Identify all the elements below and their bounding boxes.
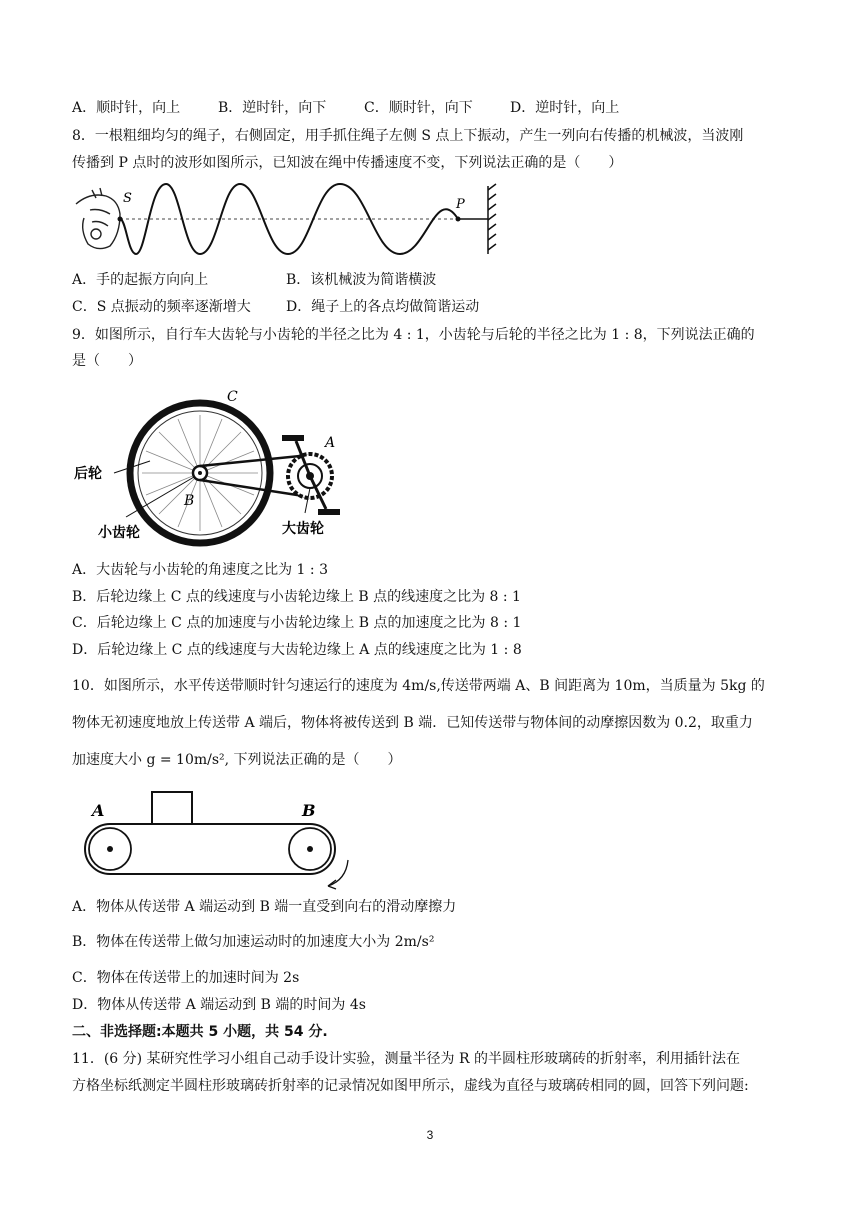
q11-stem-line1: 11．(6 分) 某研究性学习小组自己动手设计实验，测量半径为 R 的半圆柱形玻璃砖的折射率，利用插针法在 <box>72 1051 740 1067</box>
label-c: C <box>227 389 238 405</box>
q9-option-b: B．后轮边缘上 C 点的线速度与小齿轮边缘上 B 点的线速度之比为 8 : 1 <box>72 589 521 605</box>
q8-option-d: D．绳子上的各点均做简谐运动 <box>286 299 480 315</box>
q8-wave-figure <box>70 180 500 260</box>
q10-stem-line3: 加速度大小 g = 10m/s², 下列说法正确的是（ ） <box>72 752 402 768</box>
label-b: B <box>302 801 316 820</box>
q10-option-d: D．物体从传送带 A 端运动到 B 端的时间为 4s <box>72 997 366 1013</box>
q10-option-c: C．物体在传送带上的加速时间为 2s <box>72 970 300 986</box>
section-heading: 二、非选择题:本题共 5 小题，共 54 分. <box>72 1024 328 1040</box>
q8-stem-line2: 传播到 P 点时的波形如图所示，已知波在绳中传播速度不变，下列说法正确的是（ ） <box>72 155 623 171</box>
page-number: 3 <box>426 1128 434 1142</box>
q8-option-a: A．手的起振方向向上 <box>72 272 209 288</box>
q7-option-d: D．逆时针，向上 <box>510 100 620 116</box>
q7-options <box>72 98 619 118</box>
q9-option-d: D．后轮边缘上 C 点的线速度与大齿轮边缘上 A 点的线速度之比为 1 : 8 <box>72 642 522 658</box>
small-sprocket-hub <box>198 471 202 475</box>
fixed-wall <box>488 184 496 254</box>
q8-option-c: C．S 点振动的频率逐渐增大 <box>72 299 251 315</box>
q7-option-c: C．顺时针，向下 <box>364 100 473 116</box>
q7-option-a: A．顺时针，向上 <box>72 100 181 116</box>
q8-stem-line1: 8．一根粗细均匀的绳子，右侧固定，用手抓住绳子左侧 S 点上下振动，产生一列向右传播的机械波，当波刚 <box>72 128 744 144</box>
label-a: A <box>325 435 336 451</box>
q8-option-b: B．该机械波为简谐横波 <box>286 272 437 288</box>
pedal-top <box>282 435 304 441</box>
label-s: S <box>123 191 132 206</box>
pedal-bottom <box>318 509 340 515</box>
label-b: B <box>184 493 195 509</box>
q11-stem-line2: 方格坐标纸测定半圆柱形玻璃砖折射率的记录情况如图甲所示，虚线为直径与玻璃砖相同的圆，回答下列问题: <box>72 1078 749 1094</box>
q9-option-a: A．大齿轮与小齿轮的角速度之比为 1 : 3 <box>72 562 328 578</box>
block <box>152 792 192 824</box>
q7-option-b: B．逆时针，向下 <box>218 100 327 116</box>
label-big-sprocket: 大齿轮 <box>282 521 324 537</box>
q9-stem-line1: 9．如图所示，自行车大齿轮与小齿轮的半径之比为 4 : 1，小齿轮与后轮的半径之比为 1 : 8，下列说法正确的 <box>72 327 755 343</box>
q8-options-row2 <box>72 297 479 317</box>
q10-stem-line1: 10．如图所示，水平传送带顺时针匀速运行的速度为 4m/s,传送带两端 A、B 间距离为 10m，当质量为 5kg 的 <box>72 678 765 694</box>
q10-option-a: A．物体从传送带 A 端运动到 B 端一直受到向右的滑动摩擦力 <box>72 899 457 915</box>
q8-options-row1 <box>72 270 436 290</box>
label-p: P <box>456 197 465 212</box>
point-s-dot <box>118 217 123 222</box>
hand-figure <box>76 188 120 249</box>
q9-option-c: C．后轮边缘上 C 点的加速度与小齿轮边缘上 B 点的加速度之比为 8 : 1 <box>72 615 522 631</box>
q10-stem-line2: 物体无初速度地放上传送带 A 端后，物体将被传送到 B 端．已知传送带与物体间的动摩擦因数为 0.2，取重力 <box>72 715 753 731</box>
q10-option-b: B．物体在传送带上做匀加速运动时的加速度大小为 2m/s² <box>72 934 435 950</box>
right-axle <box>307 846 313 852</box>
left-axle <box>107 846 113 852</box>
label-small-sprocket: 小齿轮 <box>98 525 140 541</box>
label-rear-wheel: 后轮 <box>74 466 102 482</box>
q9-stem-line2: 是（ ） <box>72 353 142 369</box>
q10-conveyor-figure <box>80 788 370 892</box>
q9-bicycle-figure <box>70 385 360 550</box>
label-a: A <box>92 801 105 820</box>
